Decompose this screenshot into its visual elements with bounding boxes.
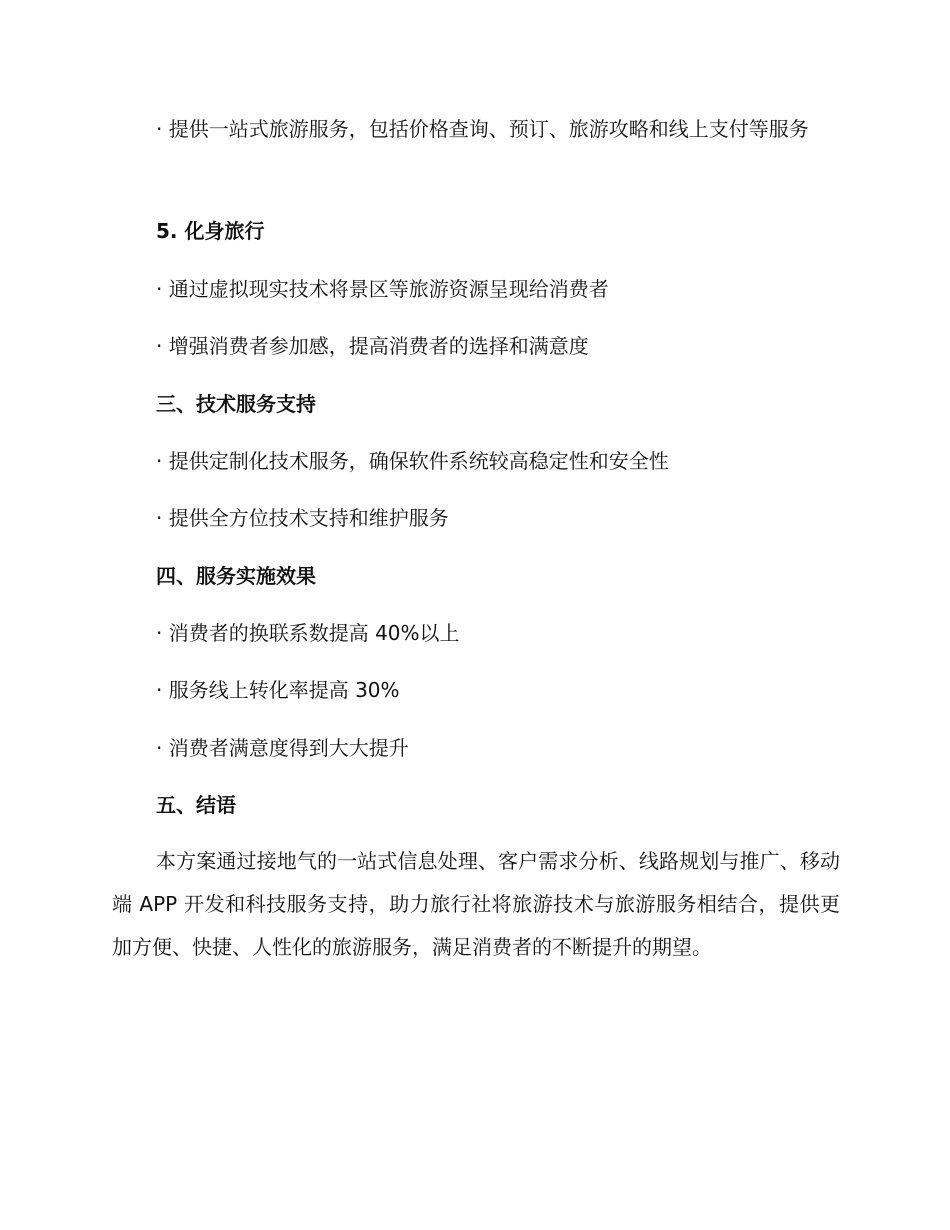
bullet-link-coefficient: · 消费者的换联系数提高 40%以上	[156, 621, 460, 645]
bullet-vr-resources: · 通过虚拟现实技术将景区等旅游资源呈现给消费者	[156, 277, 609, 301]
heading-service-effect: 四、服务实施效果	[156, 564, 316, 588]
heading-tech-support: 三、技术服务支持	[156, 392, 316, 416]
bullet-satisfaction: · 消费者满意度得到大大提升	[156, 736, 409, 760]
bullet-one-stop-service: · 提供一站式旅游服务，包括价格查询、预订、旅游攻略和线上支付等服务	[156, 117, 809, 141]
heading-conclusion: 五、结语	[156, 793, 236, 817]
bullet-custom-tech: · 提供定制化技术服务，确保软件系统较高稳定性和安全性	[156, 449, 669, 473]
bullet-full-support: · 提供全方位技术支持和维护服务	[156, 506, 449, 530]
bullet-conversion-rate: · 服务线上转化率提高 30%	[156, 678, 400, 702]
conclusion-paragraph: 本方案通过接地气的一站式信息处理、客户需求分析、线路规划与推广、移动端 APP 开发和科技服务支持，助力旅行社将旅游技术与旅游服务相结合，提供更加方便、快捷、人性化的旅游服务，满足消费者的不断提升的期望。	[112, 849, 840, 959]
heading-avatar-travel: 5. 化身旅行	[156, 219, 265, 243]
bullet-participation: · 增强消费者参加感，提高消费者的选择和满意度	[156, 334, 589, 358]
